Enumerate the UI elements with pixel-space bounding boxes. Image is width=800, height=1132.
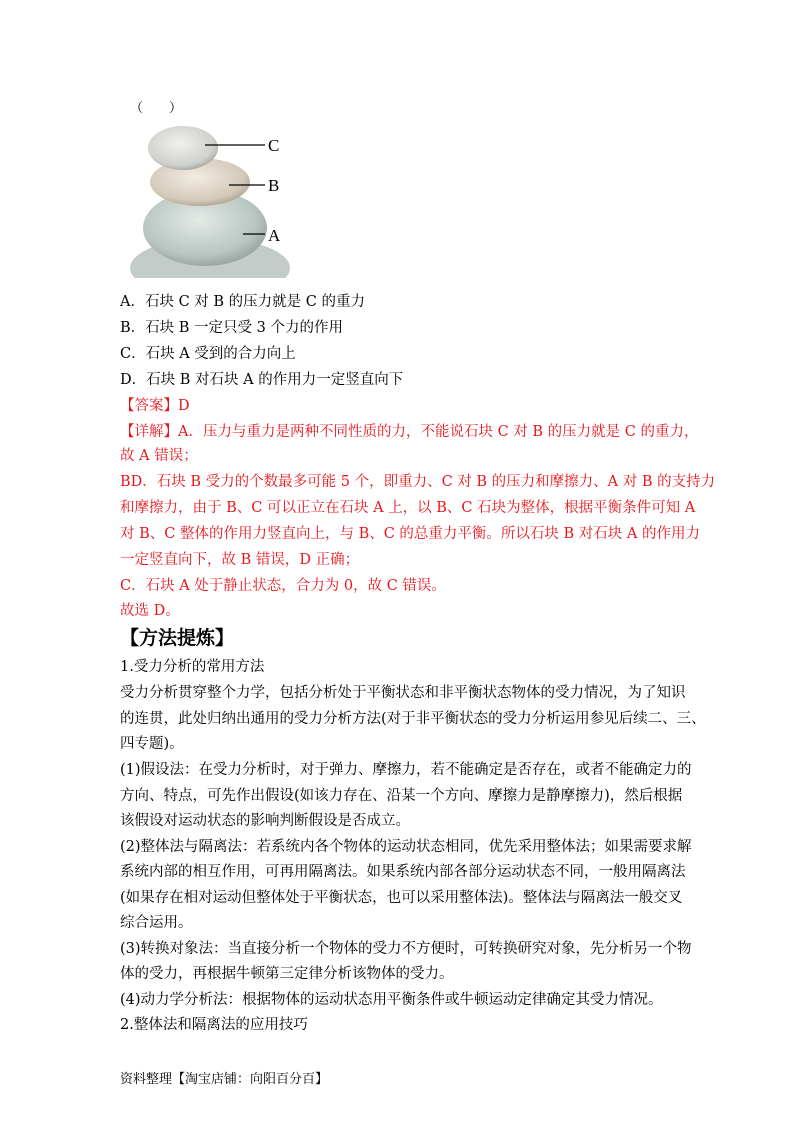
method-line: 受力分析贯穿整个力学，包括分析处于平衡状态和非平衡状态物体的受力情况，为了知识 bbox=[120, 685, 686, 701]
detail-line: 和摩擦力，由于 B、C 可以正立在石块 A 上，以 B、C 石块为整体，根据平衡条件可知 A bbox=[120, 500, 696, 516]
label-b: B bbox=[268, 176, 280, 195]
method-line: (3)转换对象法：当直接分析一个物体的受力不方便时，可转换研究对象，先分析另一个物 bbox=[120, 941, 692, 957]
method-line: 体的受力，再根据牛顿第三定律分析该物体的受力。 bbox=[120, 966, 454, 982]
label-a: A bbox=[268, 226, 281, 245]
detail-line: 一定竖直向下，故 B 错误，D 正确； bbox=[120, 552, 360, 568]
method-line: 的连贯，此处归纳出通用的受力分析方法(对于非平衡状态的受力分析运用参见后续二、三、 bbox=[120, 711, 706, 727]
detail-line: BD．石块 B 受力的个数最多可能 5 个，即重力、C 对 B 的压力和摩擦力、A 对 B 的支持力 bbox=[120, 474, 716, 490]
section-heading: 【方法提炼】 bbox=[120, 627, 235, 649]
option-a: A．石块 C 对 B 的压力就是 C 的重力 bbox=[120, 294, 365, 310]
page-footer: 资料整理【淘宝店铺：向阳百分百】 bbox=[120, 1072, 329, 1087]
method-line: 该假设对运动状态的影响判断假设是否成立。 bbox=[120, 813, 410, 829]
method-line: (4)动力学分析法：根据物体的运动状态用平衡条件或牛顿运动定律确定其受力情况。 bbox=[120, 992, 663, 1008]
method-line: (2)整体法与隔离法：若系统内各个物体的运动状态相同，优先采用整体法；如果需要求解 bbox=[120, 839, 692, 855]
detail-line: 【详解】A．压力与重力是两种不同性质的力，不能说石块 C 对 B 的压力就是 C 的重力， bbox=[120, 424, 699, 440]
option-b: B．石块 B 一定只受 3 个力的作用 bbox=[120, 320, 343, 336]
method-line: 1.受力分析的常用方法 bbox=[120, 659, 265, 675]
option-c: C．石块 A 受到的合力向上 bbox=[120, 346, 296, 362]
answer-blank: （ ） bbox=[130, 101, 183, 116]
detail-line: 对 B、C 整体的作用力竖直向上，与 B、C 的总重力平衡。所以石块 B 对石块 A 的作用力 bbox=[120, 526, 700, 542]
method-line: (如果存在相对运动但整体处于平衡状态，也可以采用整体法)。整体法与隔离法一般交叉 bbox=[120, 890, 683, 906]
stone-stack-figure bbox=[125, 118, 300, 278]
option-d: D．石块 B 对石块 A 的作用力一定竖直向下 bbox=[120, 372, 404, 388]
method-line: 综合运用。 bbox=[120, 915, 193, 931]
label-c: C bbox=[268, 136, 280, 155]
detail-line: 故 A 错误； bbox=[120, 448, 198, 464]
method-line: 四专题)。 bbox=[120, 736, 184, 752]
answer-label: 【答案】D bbox=[120, 398, 190, 414]
method-line: 2.整体法和隔离法的应用技巧 bbox=[120, 1017, 308, 1033]
detail-line: 故选 D。 bbox=[120, 603, 180, 619]
detail-line: C．石块 A 处于静止状态，合力为 0，故 C 错误。 bbox=[120, 578, 446, 594]
stone-c bbox=[148, 126, 218, 170]
method-line: 系统内部的相互作用，可再用隔离法。如果系统内部各部分运动状态不同，一般用隔离法 bbox=[120, 864, 686, 880]
method-line: (1)假设法：在受力分析时，对于弹力、摩擦力，若不能确定是否存在，或者不能确定力的 bbox=[120, 762, 692, 778]
method-line: 方向、特点，可先作出假设(如该力存在、沿某一个方向、摩擦力是静摩擦力)，然后根据 bbox=[120, 788, 683, 804]
